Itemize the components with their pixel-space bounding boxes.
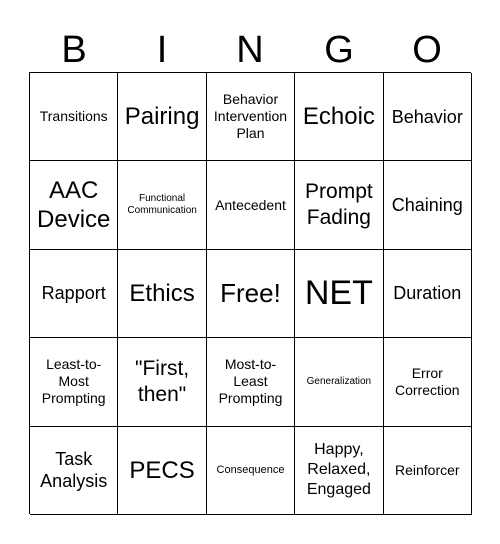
cell-text: Happy, Relaxed, Engaged xyxy=(306,441,371,499)
cell-text: Error Correction xyxy=(394,364,460,398)
cell-text: Free! xyxy=(220,278,281,309)
header-letter-g: G xyxy=(324,29,354,71)
bingo-cell[interactable] xyxy=(207,427,295,515)
header-letter-n: N xyxy=(236,29,264,71)
bingo-cell[interactable] xyxy=(30,73,118,161)
cell-text: Chaining xyxy=(391,195,463,216)
bingo-cell[interactable] xyxy=(118,73,206,161)
bingo-cell[interactable] xyxy=(295,161,383,249)
bingo-cell[interactable] xyxy=(384,427,472,515)
cell-text: Least-to-Most Prompting xyxy=(41,356,106,407)
bingo-cell[interactable] xyxy=(118,250,206,338)
header-letter-o: O xyxy=(412,29,442,71)
bingo-cell[interactable] xyxy=(118,338,206,426)
cell-text: "First, then" xyxy=(135,356,190,406)
cell-text: Task Analysis xyxy=(40,449,108,492)
cell-text: Consequence xyxy=(216,464,285,477)
free-space-cell[interactable] xyxy=(207,250,295,338)
bingo-cell[interactable] xyxy=(295,427,383,515)
bingo-cell[interactable] xyxy=(118,161,206,249)
bingo-cell[interactable] xyxy=(207,73,295,161)
cell-text: Pairing xyxy=(124,103,200,131)
cell-text: Most-to-Least Prompting xyxy=(218,356,283,407)
cell-text: AAC Device xyxy=(37,177,111,234)
bingo-cell[interactable] xyxy=(295,73,383,161)
bingo-cell[interactable] xyxy=(30,427,118,515)
bingo-cell[interactable] xyxy=(207,161,295,249)
cell-text: Reinforcer xyxy=(394,461,460,478)
cell-text: Transitions xyxy=(39,108,108,125)
bingo-cell[interactable] xyxy=(384,250,472,338)
bingo-cell[interactable] xyxy=(384,338,472,426)
bingo-cell[interactable] xyxy=(207,338,295,426)
cell-text: Echoic xyxy=(302,103,375,131)
cell-text: Prompt Fading xyxy=(305,180,373,230)
header-letter-i: I xyxy=(156,29,168,71)
bingo-cell[interactable] xyxy=(30,161,118,249)
cell-text: Generalization xyxy=(306,375,372,387)
bingo-card xyxy=(29,72,471,514)
cell-text: Duration xyxy=(393,283,462,304)
bingo-cell[interactable] xyxy=(30,338,118,426)
bingo-cell[interactable] xyxy=(118,427,206,515)
bingo-header xyxy=(30,28,472,72)
cell-text: Functional Communication xyxy=(127,193,197,217)
bingo-cell[interactable] xyxy=(384,161,472,249)
cell-text: Behavior Intervention Plan xyxy=(213,91,288,142)
bingo-cell[interactable] xyxy=(295,338,383,426)
cell-text: Rapport xyxy=(41,283,106,304)
bingo-cell[interactable] xyxy=(384,73,472,161)
cell-text: PECS xyxy=(129,456,195,484)
bingo-cell[interactable] xyxy=(295,250,383,338)
cell-text: Behavior xyxy=(391,106,463,127)
cell-text: NET xyxy=(304,274,373,313)
bingo-cell[interactable] xyxy=(30,250,118,338)
cell-text: Ethics xyxy=(129,279,195,307)
header-letter-b: B xyxy=(61,29,87,71)
cell-text: Antecedent xyxy=(215,196,286,213)
